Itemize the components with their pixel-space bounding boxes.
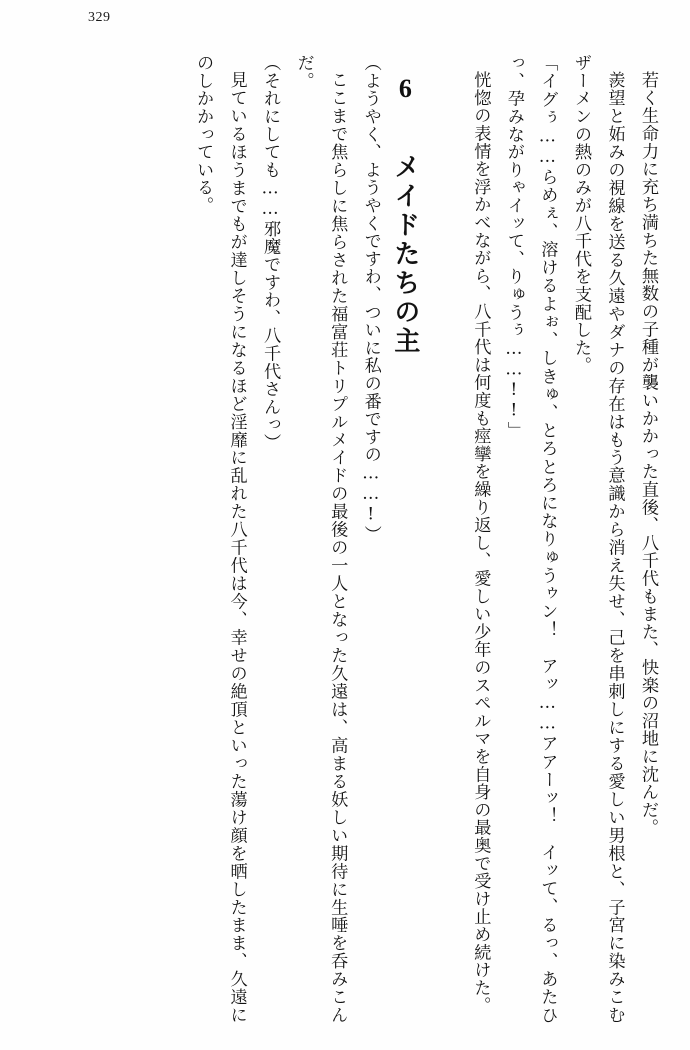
paragraph: 「イグぅ……らめぇ、溶けるよぉ、しきゅ、とろとろになりゅうゥン！ アッ……アアーッ！ イッて、るっ、あたひっ、孕みながりゃイッて、りゅうぅ……!!」 <box>503 54 558 1024</box>
vertical-text-body <box>60 54 664 1024</box>
page-number: 329 <box>88 10 111 25</box>
paragraph: ここまで焦らしに焦らされた福富荘トリプルメイドの最後の一人となった久遠は、高まる妖しい期待に生唾を呑みこんだ。 <box>293 54 348 1024</box>
paragraph: 若く生命力に充ち満ちた無数の子種が襲いかかった直後、八千代もまた、快楽の沼地に沈んだ。 <box>638 71 658 837</box>
paragraph: 恍惚の表情を浮かべながら、八千代は何度も痙攣を繰り返し、愛しい少年のスペルマを自身の最奥で受け止め続けた。 <box>470 71 491 1015</box>
chapter-title: メイドたちの主 <box>389 153 420 356</box>
chapter-number: 6 <box>390 74 420 106</box>
paragraph: 見ているほうまでもが達しそうになるほど淫靡に乱れた八千代は今、幸せの絶頂といった蕩け顔を晒したまま、久遠にのしかかっている。 <box>193 54 247 1024</box>
paragraph: 羨望と妬みの視線を送る久遠やダナの存在はもう意識から消え失せ、己を串刺しにする愛しい男根と、子宮に染みこむザーメンの熱のみが八千代を支配した。 <box>570 54 625 1024</box>
paragraph: （ようやく、ようやくですわ、ついに私の番ですの……!） <box>360 54 381 543</box>
chapter-heading <box>387 54 423 1024</box>
paragraph: （それにしても……邪魔ですわ、八千代さんっ） <box>260 54 281 452</box>
